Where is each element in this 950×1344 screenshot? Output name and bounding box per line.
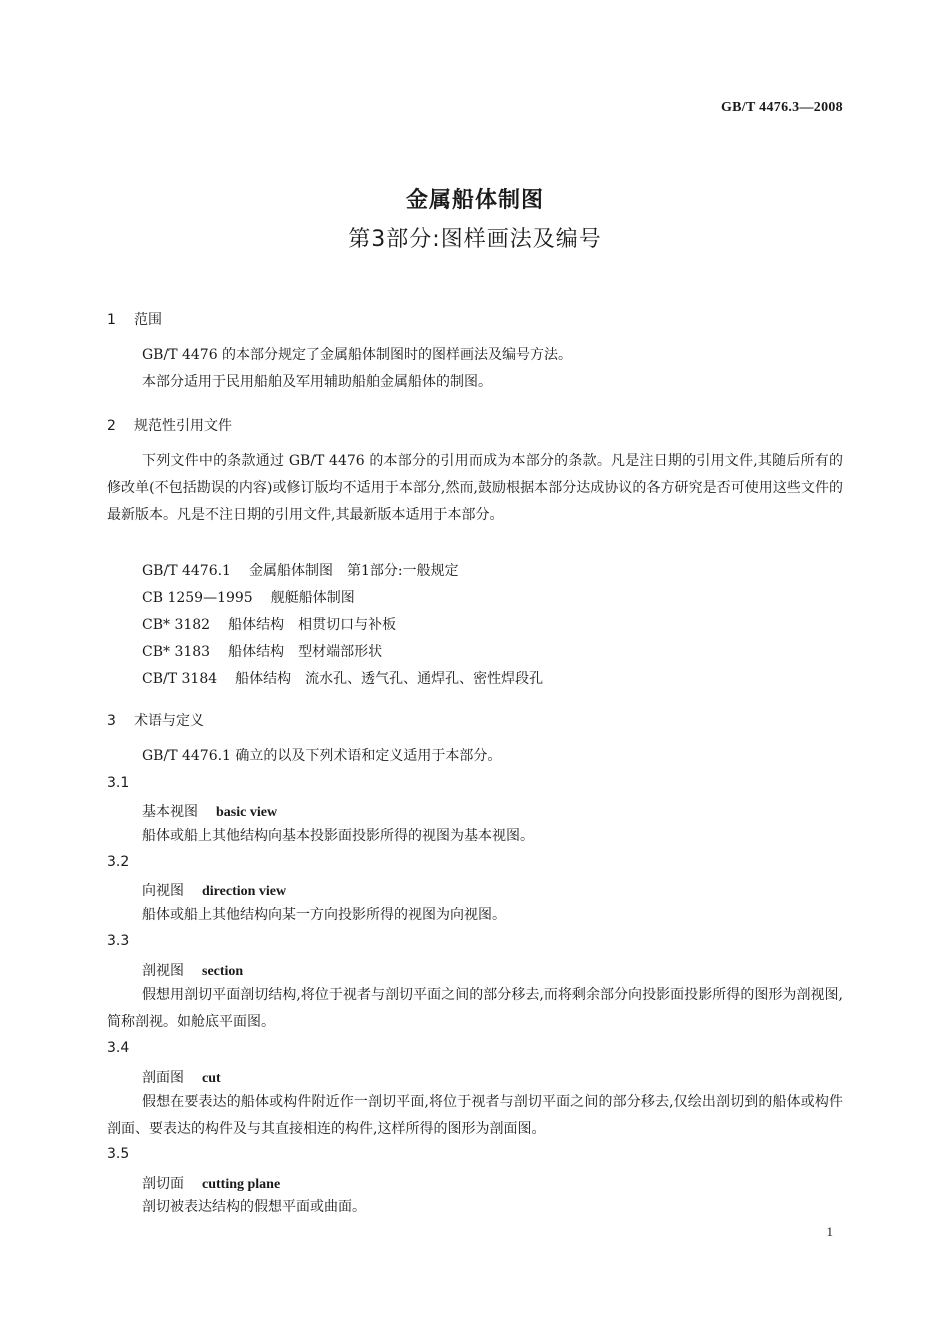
term-english: cutting plane — [202, 1177, 281, 1192]
term-chinese: 剖面图 — [142, 1070, 184, 1086]
reference-item — [142, 587, 355, 607]
subclause-number: 3.5 — [107, 1146, 130, 1162]
reference-code: CB 1259—1995 — [142, 590, 253, 606]
section-number: 2 — [107, 418, 116, 434]
scope-paragraph-1: GB/T 4476 的本部分规定了金属船体制图时的图样画法及编号方法。 — [142, 347, 573, 363]
reference-title: 船体结构 型材端部形状 — [228, 644, 383, 660]
term-definition: 假想用剖切平面剖切结构,将位于视者与剖切平面之间的部分移去,而将剩余部分向投影面投影所得的图形为剖视图,简称剖视。如舱底平面图。 — [107, 987, 843, 1030]
subclause-number: 3.1 — [107, 775, 130, 791]
document-title: 金属船体制图 — [405, 188, 544, 213]
page-number: 1 — [826, 1224, 833, 1239]
standard-number: GB/T 4476.3—2008 — [720, 100, 843, 115]
subclause-number: 3.3 — [107, 933, 130, 949]
section-title: 范围 — [134, 312, 162, 328]
reference-title: 舰艇船体制图 — [270, 590, 355, 606]
section-title: 术语与定义 — [134, 713, 204, 729]
term-english: basic view — [216, 805, 278, 820]
reference-item — [142, 668, 543, 688]
term-chinese: 基本视图 — [142, 804, 198, 820]
terms-intro-paragraph: GB/T 4476.1 确立的以及下列术语和定义适用于本部分。 — [142, 748, 502, 764]
term-definition: 船体或船上其他结构向某一方向投影所得的视图为向视图。 — [142, 907, 506, 923]
document-subtitle: 第3部分:图样画法及编号 — [348, 227, 602, 252]
term-heading — [142, 960, 243, 980]
term-chinese: 剖视图 — [142, 963, 184, 979]
reference-title: 船体结构 相贯切口与补板 — [228, 617, 397, 633]
section-number: 1 — [107, 312, 116, 328]
term-definition: 剖切被表达结构的假想平面或曲面。 — [142, 1199, 366, 1215]
reference-title: 船体结构 流水孔、透气孔、通焊孔、密性焊段孔 — [235, 671, 544, 687]
references-paragraph: 下列文件中的条款通过 GB/T 4476 的本部分的引用而成为本部分的条款。凡是注日期的引用文件,其随后所有的修改单(不包括勘误的内容)或修订版均不适用于本部分,然而,鼓励根据本部分达成协议的各方研究是否可使用这些文件的最新版本。凡是不注日期的引用文件,其最新版本适用于本部分。 — [107, 453, 843, 523]
section-heading-scope — [107, 309, 162, 329]
section-heading-terms-definitions — [107, 710, 204, 730]
term-english: cut — [202, 1071, 221, 1086]
term-chinese: 向视图 — [142, 883, 184, 899]
term-heading — [142, 1173, 280, 1193]
term-heading — [142, 880, 286, 900]
scope-paragraph-2: 本部分适用于民用船舶及军用辅助船舶金属船体的制图。 — [142, 374, 492, 390]
reference-code: CB* 3183 — [142, 644, 211, 660]
term-english: direction view — [202, 884, 287, 899]
reference-item — [142, 560, 459, 580]
term-definition: 假想在要表达的船体或构件附近作一剖切平面,将位于视者与剖切平面之间的部分移去,仅绘出剖切到的船体或构件剖面、要表达的构件及与其直接相连的构件,这样所得的图形为剖面图。 — [107, 1094, 843, 1137]
reference-item — [142, 614, 396, 634]
term-heading — [142, 801, 277, 821]
subclause-number: 3.4 — [107, 1040, 130, 1056]
reference-code: GB/T 4476.1 — [142, 563, 231, 579]
section-title: 规范性引用文件 — [134, 418, 232, 434]
reference-item — [142, 641, 382, 661]
reference-code: CB/T 3184 — [142, 671, 218, 687]
term-chinese: 剖切面 — [142, 1176, 184, 1192]
reference-code: CB* 3182 — [142, 617, 211, 633]
term-english: section — [202, 964, 244, 979]
subclause-number: 3.2 — [107, 854, 130, 870]
term-heading — [142, 1067, 221, 1087]
term-definition: 船体或船上其他结构向基本投影面投影所得的视图为基本视图。 — [142, 828, 534, 844]
section-heading-normative-references — [107, 415, 232, 435]
section-number: 3 — [107, 713, 116, 729]
reference-title: 金属船体制图 第1部分:一般规定 — [248, 563, 459, 579]
